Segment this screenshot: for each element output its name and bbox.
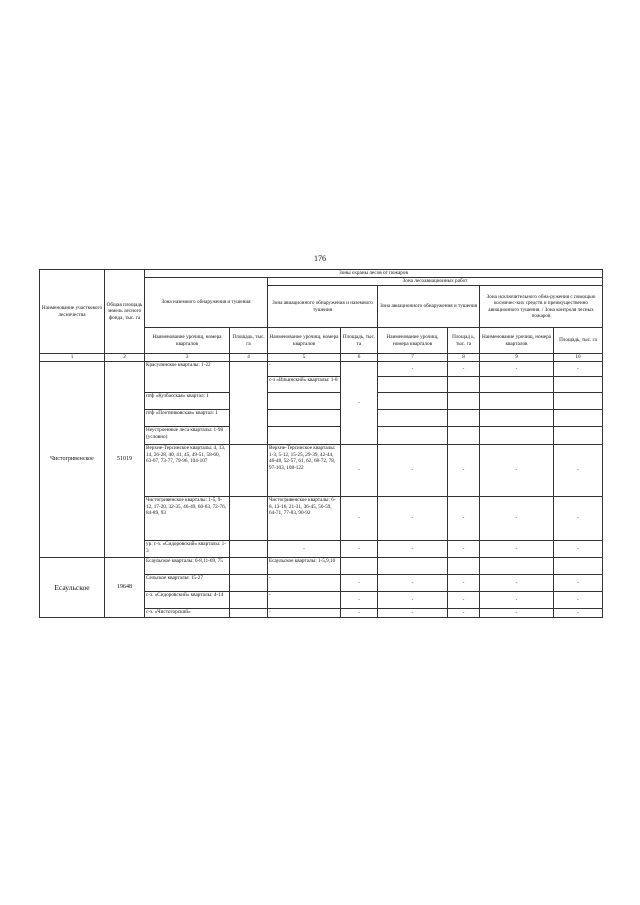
subheader-area: Площад ь, тыс. га: [448, 328, 480, 354]
forestry-area: 51019: [105, 362, 145, 558]
tract-cell: Красулинское кварталы: 1-22: [145, 362, 230, 393]
forestry-name: Чистогривенское: [40, 362, 105, 558]
header-ground-zone: Зона наземного обнаружения и тушения: [145, 278, 268, 328]
dash-cell: -: [268, 541, 341, 558]
empty-cell: [230, 445, 268, 497]
subheader-area: Площадь, тыс. га: [341, 328, 378, 354]
tract-cell: с-з. «Чистогорский»: [145, 609, 230, 618]
empty-cell: [378, 558, 448, 575]
column-number: 3: [145, 354, 230, 362]
column-number: 7: [378, 354, 448, 362]
empty-cell: [554, 558, 603, 575]
tract-cell: Чистогривенское кварталы: 1-5, 9-12, 17-20, 32-35, 46-49, 60-63, 72-76, 84-89, 93: [145, 497, 230, 541]
tract-cell: Есаульское кварталы: 6-8,11-69, 75: [145, 558, 230, 575]
dash-cell: -: [341, 541, 378, 558]
empty-cell: [480, 558, 554, 575]
dash-cell: -: [480, 592, 554, 609]
dash-cell: -: [554, 592, 603, 609]
tract-cell: -: [268, 592, 341, 609]
dash-cell: -: [448, 575, 480, 592]
dash-cell: -: [378, 541, 448, 558]
empty-cell: [554, 377, 603, 393]
header-zones-title: Зоны охраны лесов от пожаров: [145, 270, 603, 278]
tract-cell: -: [268, 575, 341, 592]
header-forestry-name: Наименование участкового лесничества: [40, 270, 105, 354]
empty-cell: [268, 410, 341, 427]
dash-cell: -: [448, 541, 480, 558]
dash-cell: -: [448, 362, 480, 377]
tract-cell: Неустроенные леса кварталы: 1-98 (условно): [145, 427, 230, 445]
empty-cell: [448, 410, 480, 427]
dash-cell: -: [378, 497, 448, 541]
empty-cell: [448, 427, 480, 445]
empty-cell: [554, 410, 603, 427]
area-cell: [230, 362, 268, 445]
dash-cell: -: [448, 609, 480, 618]
tract-cell: Сельское кварталы: 15-27: [145, 575, 230, 592]
column-number: 9: [480, 354, 554, 362]
dash-cell: -: [341, 362, 378, 445]
dash-cell: -: [480, 445, 554, 497]
empty-cell: [448, 377, 480, 393]
column-number: 10: [554, 354, 603, 362]
dash-cell: -: [448, 592, 480, 609]
dash-cell: -: [341, 609, 378, 618]
dash-cell: -: [341, 497, 378, 541]
dash-cell: -: [554, 497, 603, 541]
tract-cell: Верхне-Терсинское кварталы: 1-3, 5-12, 15-25, 29-39, 42-44, 46-48, 52-57, 61, 62, 68-72, 78, 97-103, 108-122: [268, 445, 341, 497]
subheader-name: Наименование урочищ, номера кварталов: [145, 328, 230, 354]
subheader-name: Наименование урочищ, номера кварталов: [378, 328, 448, 354]
tract-cell: с-з. «Сидоровский» кварталы: 4-14: [145, 592, 230, 609]
subheader-name: Наименование урочищ, номера кварталов: [268, 328, 341, 354]
empty-cell: [448, 393, 480, 410]
empty-cell: [480, 410, 554, 427]
tract-cell: -: [268, 362, 341, 377]
header-aviation-ground-zone: Зона авиационного обнаружения и наземного тушения: [268, 286, 378, 328]
dash-cell: -: [480, 575, 554, 592]
subheader-name: Наименование урочищ, номера кварталов: [480, 328, 554, 354]
column-number: 1: [40, 354, 105, 362]
tract-cell: с-з «Ильинский» кварталы: 1-8: [268, 377, 341, 393]
empty-cell: [268, 427, 341, 445]
subheader-area: Площадь, тыс. га: [554, 328, 603, 354]
header-aviation-works: Зона лесоавиационных работ: [268, 278, 603, 286]
empty-cell: [378, 393, 448, 410]
tract-cell: ур. с-з. «Сидоровский» кварталы: 1-3: [145, 541, 230, 558]
dash-cell: -: [378, 592, 448, 609]
dash-cell: -: [448, 445, 480, 497]
dash-cell: -: [554, 575, 603, 592]
empty-cell: [480, 427, 554, 445]
empty-cell: [378, 377, 448, 393]
column-number: 6: [341, 354, 378, 362]
empty-cell: [448, 558, 480, 575]
empty-cell: [554, 427, 603, 445]
dash-cell: -: [480, 362, 554, 377]
empty-cell: [230, 592, 268, 609]
empty-cell: [341, 558, 378, 575]
column-number: 2: [105, 354, 145, 362]
empty-cell: [230, 609, 268, 618]
empty-cell: [378, 410, 448, 427]
empty-cell: [268, 393, 341, 410]
dash-cell: -: [378, 445, 448, 497]
empty-cell: [230, 575, 268, 592]
page-number: 176: [314, 254, 326, 263]
dash-cell: -: [554, 609, 603, 618]
empty-cell: [480, 377, 554, 393]
empty-cell: [378, 427, 448, 445]
subheader-area: Площадь, тыс. га: [230, 328, 268, 354]
dash-cell: -: [448, 497, 480, 541]
dash-cell: -: [378, 362, 448, 377]
empty-cell: [480, 393, 554, 410]
empty-cell: [230, 497, 268, 541]
dash-cell: -: [480, 541, 554, 558]
empty-cell: [554, 393, 603, 410]
forestry-area: 19648: [105, 558, 145, 618]
tract-cell: птф «Кузбасская» квартал: 1: [145, 393, 230, 410]
header-aviation-zone: Зона авиационного обнаружения и тушения: [378, 286, 480, 328]
tract-cell: Верхне-Терсинское кварталы: 4, 13, 14, 26-28, 40, 41, 45, 49-51, 58-60, 63-67, 73-77, 79-96, 104-107: [145, 445, 230, 497]
empty-cell: [230, 558, 268, 575]
column-number: 4: [230, 354, 268, 362]
header-space-zone: Зона исключительного обна-ружения с помощью космичес-ких средств и преимущественно авиационного тушения. / Зона контроля лесных пожаров: [480, 286, 603, 328]
dash-cell: -: [341, 445, 378, 497]
column-number: 5: [268, 354, 341, 362]
header-total-area: Общая площадь земель лесного фонда, тыс. га: [105, 270, 145, 354]
dash-cell: -: [554, 541, 603, 558]
tract-cell: Есаульское кварталы: 1-5,9,10: [268, 558, 341, 575]
tract-cell: Чистогривенское кварталы: 6-8, 13-16, 21-31, 36-45, 50-59, 64-71, 77-83, 90-92: [268, 497, 341, 541]
column-number: 8: [448, 354, 480, 362]
dash-cell: -: [554, 445, 603, 497]
dash-cell: -: [341, 592, 378, 609]
empty-cell: [230, 541, 268, 558]
fire-zones-table: [39, 269, 603, 618]
forestry-name: Есаульское: [40, 558, 105, 618]
tract-cell: птф «Плотниковская» квартал: 1: [145, 410, 230, 427]
dash-cell: -: [341, 575, 378, 592]
dash-cell: -: [554, 362, 603, 377]
dash-cell: -: [480, 497, 554, 541]
tract-cell: -: [268, 609, 341, 618]
dash-cell: -: [378, 575, 448, 592]
dash-cell: -: [480, 609, 554, 618]
dash-cell: -: [378, 609, 448, 618]
